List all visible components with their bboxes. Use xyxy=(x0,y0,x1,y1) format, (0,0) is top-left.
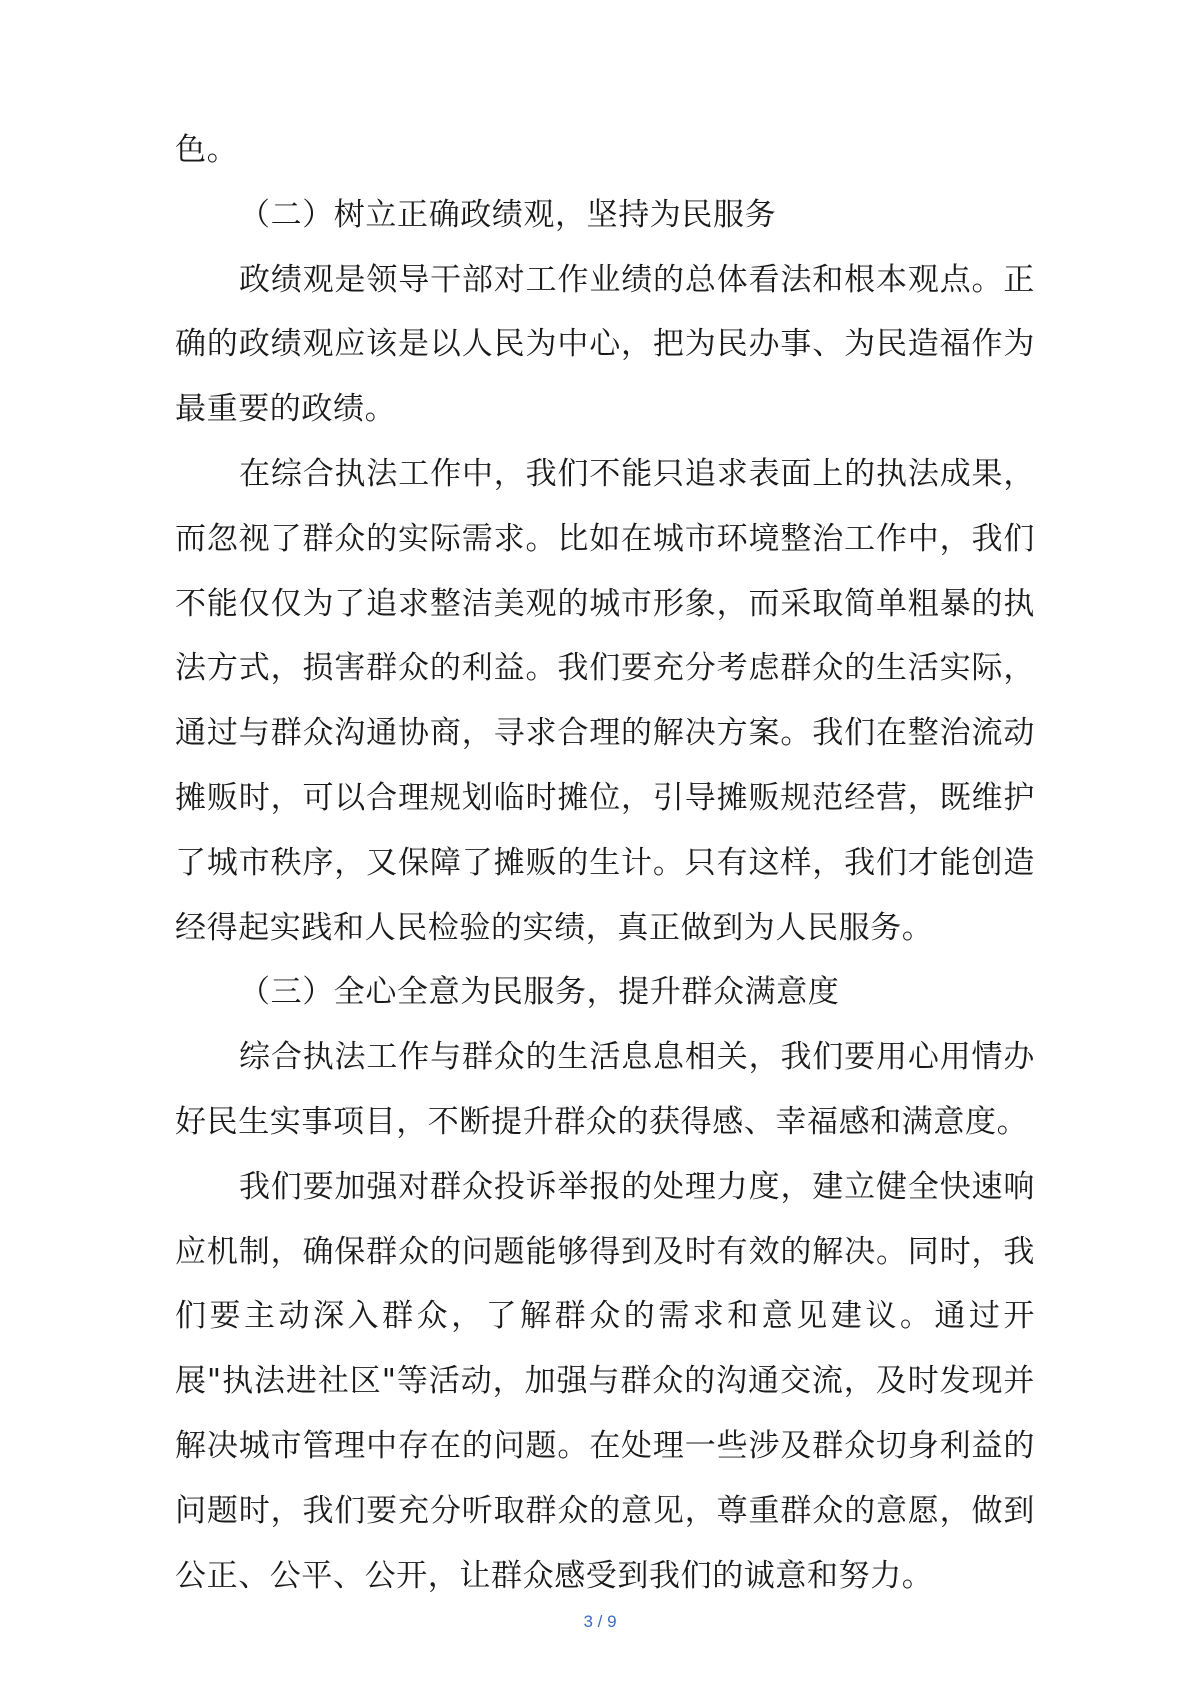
paragraph: 我们要加强对群众投诉举报的处理力度，建立健全快速响应机制，确保群众的问题能够得到及时有效的解决。同时，我们要主动深入群众，了解群众的需求和意见建议。通过开展"执法进社区"等活动，加强与群众的沟通交流，及时发现并解决城市管理中存在的问题。在处理一些涉及群众切身利益的问题时，我们要充分听取群众的意见，尊重群众的意愿，做到公正、公平、公开，让群众感受到我们的诚意和努力。 xyxy=(175,1168,1035,1594)
section-heading-2: （二）树立正确政绩观，坚持为民服务 xyxy=(239,196,777,233)
paragraph: 政绩观是领导干部对工作业绩的总体看法和根本观点。正确的政绩观应该是以人民为中心，把为民办事、为民造福作为最重要的政绩。 xyxy=(175,261,1035,428)
document-body xyxy=(175,118,1035,1608)
paragraph-continuation: 色。 xyxy=(175,132,239,168)
page-number: 3 / 9 xyxy=(583,1612,617,1631)
section-heading-3: （三）全心全意为民服务，提升群众满意度 xyxy=(239,974,840,1011)
paragraph: 综合执法工作与群众的生活息息相关，我们要用心用情办好民生实事项目，不断提升群众的获得感、幸福感和满意度。 xyxy=(175,1039,1035,1140)
paragraph: 在综合执法工作中，我们不能只追求表面上的执法成果，而忽视了群众的实际需求。比如在城市环境整治工作中，我们不能仅仅为了追求整洁美观的城市形象，而采取简单粗暴的执法方式，损害群众的利益。我们要充分考虑群众的生活实际，通过与群众沟通协商，寻求合理的解决方案。我们在整治流动摊贩时，可以合理规划临时摊位，引导摊贩规范经营，既维护了城市秩序，又保障了摊贩的生计。只有这样，我们才能创造经得起实践和人民检验的实绩，真正做到为人民服务。 xyxy=(175,455,1035,946)
